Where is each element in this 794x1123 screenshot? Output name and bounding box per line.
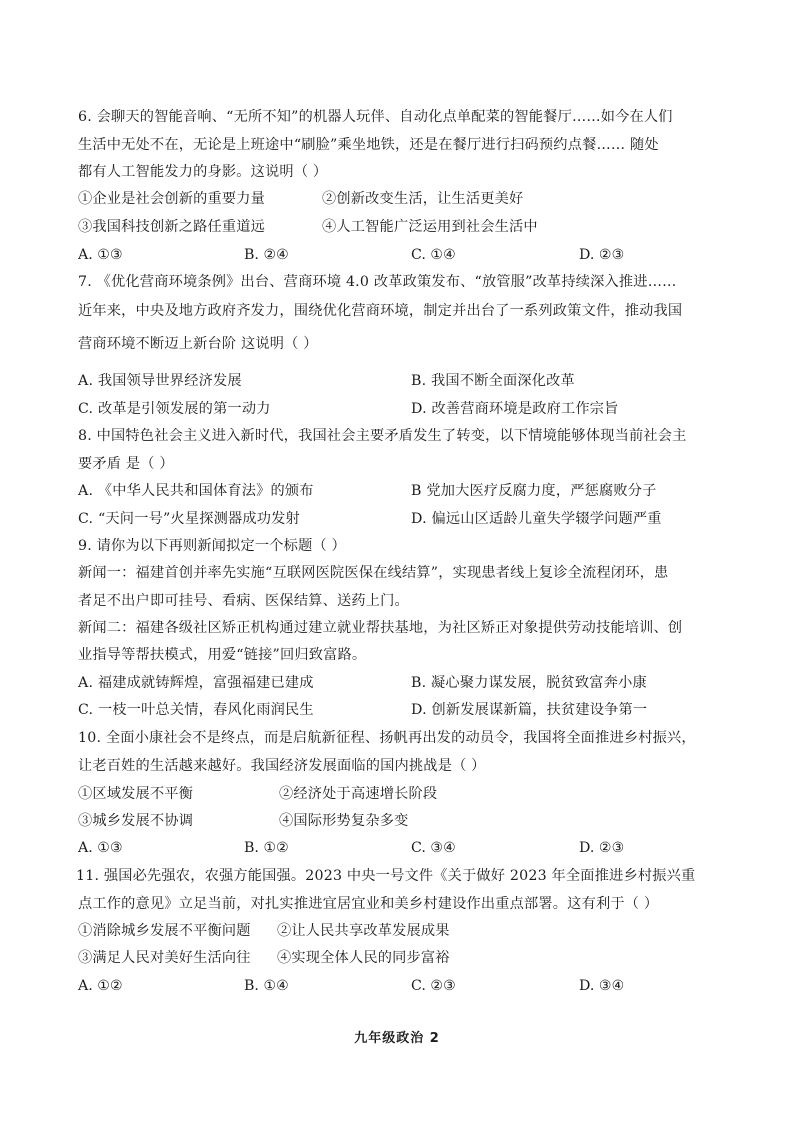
q11-stem-line-1: 11. 强国必先强农，农强方能国强。2023 中央一号文件《关于做好 2023 年全面推进乡村振兴重 xyxy=(76,868,696,884)
q6-item-1: ①企业是社会创新的重要力量 xyxy=(78,191,266,207)
q7-option-a: A. 我国领导世界经济发展 xyxy=(78,373,242,389)
q10-stem-line-1: 10. 全面小康社会不是终点，而是启航新征程、扬帆再出发的动员令，我国将全面推进乡村振兴， xyxy=(78,730,696,746)
q9-news2-line-2: 业指导等帮扶模式，用爱“链接”回归致富路。 xyxy=(78,647,367,663)
q7-option-d: D. 改善营商环境是政府工作宗旨 xyxy=(411,401,619,417)
q9-news1-line-2: 者足不出户即可挂号、看病、医保结算、送药上门。 xyxy=(78,593,409,609)
page-footer: 九年级政治 2 xyxy=(354,1031,440,1046)
q7-option-b: B. 我国不断全面深化改革 xyxy=(411,373,575,389)
q9-option-b: B. 凝心聚力谋发展，脱贫致富奔小康 xyxy=(411,675,647,691)
q9-stem: 9. 请你为以下再则新闻拟定一个标题（ ） xyxy=(78,538,346,554)
q6-option-a: A. ①③ xyxy=(78,247,123,263)
q11-option-a: A. ①② xyxy=(78,978,123,994)
q7-stem-line-3: 营商环境不断迈上新台阶 这说明（ ） xyxy=(78,336,318,352)
q9-option-a: A. 福建成就铸辉煌，富强福建已建成 xyxy=(78,675,314,691)
q11-option-b: B. ①④ xyxy=(244,978,289,994)
q9-option-c: C. 一枝一叶总关情，春风化雨润民生 xyxy=(78,702,314,718)
q7-stem-line-1: 7. 《优化营商环境条例》出台、营商环境 4.0 改革政策发布、“放管服”改革持续深入推进…… xyxy=(78,274,677,290)
q10-item-3: ③城乡发展不协调 xyxy=(78,813,194,829)
q6-stem-line-3: 都有人工智能发力的身影。这说明（ ） xyxy=(78,164,328,180)
q11-option-d: D. ③④ xyxy=(579,978,625,994)
q9-option-d: D. 创新发展谋新篇，扶贫建设争第一 xyxy=(411,702,648,718)
q6-item-3: ③我国科技创新之路任重道远 xyxy=(78,219,266,235)
q9-news1-line-1: 新闻一：福建首创并率先实施“互联网医院医保在线结算”，实现患者线上复诊全流程闭环，患 xyxy=(78,565,669,581)
q11-item-4: ④实现全体人民的同步富裕 xyxy=(277,950,450,966)
q8-option-c: C. “天问一号”火星探测器成功发射 xyxy=(78,511,300,527)
q8-stem-line-1: 8. 中国特色社会主义进入新时代，我国社会主要矛盾发生了转变，以下情境能够体现当前社会主 xyxy=(78,428,687,444)
q8-option-d: D. 偏远山区适龄儿童失学辍学问题严重 xyxy=(411,511,662,527)
q11-option-c: C. ②③ xyxy=(411,978,456,994)
q10-item-2: ②经济处于高速增长阶段 xyxy=(279,786,438,802)
q11-item-1: ①消除城乡发展不平衡问题 xyxy=(78,923,251,939)
q6-item-2: ②创新改变生活，让生活更美好 xyxy=(322,191,524,207)
q11-item-2: ②让人民共享改革发展成果 xyxy=(277,923,450,939)
q6-item-4: ④人工智能广泛运用到社会生活中 xyxy=(322,219,538,235)
q10-option-b: B. ①② xyxy=(244,840,289,856)
q10-item-4: ④国际形势复杂多变 xyxy=(279,813,409,829)
q6-option-c: C. ①④ xyxy=(411,247,456,263)
q10-option-c: C. ③④ xyxy=(411,840,456,856)
q8-option-b: B 党加大医疗反腐力度，严惩腐败分子 xyxy=(411,483,657,499)
q6-option-b: B. ②④ xyxy=(244,247,289,263)
q11-item-3: ③满足人民对美好生活向往 xyxy=(78,950,251,966)
q10-option-a: A. ①③ xyxy=(78,840,123,856)
q6-stem-line-1: 6. 会聊天的智能音响、“无所不知”的机器人玩伴、自动化点单配菜的智能餐厅……如今在人们 xyxy=(78,109,673,125)
q6-stem-line-2: 生活中无处不在，无论是上班途中“刷脸”乘坐地铁，还是在餐厅进行扫码预约点餐…… 随处 xyxy=(78,137,659,153)
q7-option-c: C. 改革是引领发展的第一动力 xyxy=(78,401,271,417)
q10-item-1: ①区域发展不平衡 xyxy=(78,786,194,802)
q6-option-d: D. ②③ xyxy=(579,247,625,263)
q11-stem-line-2: 点工作的意见》立足当前，对扎实推进宜居宜业和美乡村建设作出重点部署。这有利于（ ） xyxy=(78,896,659,912)
q7-stem-line-2: 近年来，中央及地方政府齐发力，围绕优化营商环境，制定并出台了一系列政策文件，推动我国 xyxy=(78,303,683,319)
q10-option-d: D. ②③ xyxy=(579,840,625,856)
q8-stem-line-2: 要矛盾 是（ ） xyxy=(78,456,174,472)
q9-news2-line-1: 新闻二：福建各级社区矫正机构通过建立就业帮扶基地，为社区矫正对象提供劳动技能培训、创 xyxy=(78,620,683,636)
q10-stem-line-2: 让老百姓的生活越来越好。我国经济发展面临的国内挑战是（ ） xyxy=(78,758,486,774)
q8-option-a: A. 《中华人民共和国体育法》的颁布 xyxy=(78,483,314,499)
